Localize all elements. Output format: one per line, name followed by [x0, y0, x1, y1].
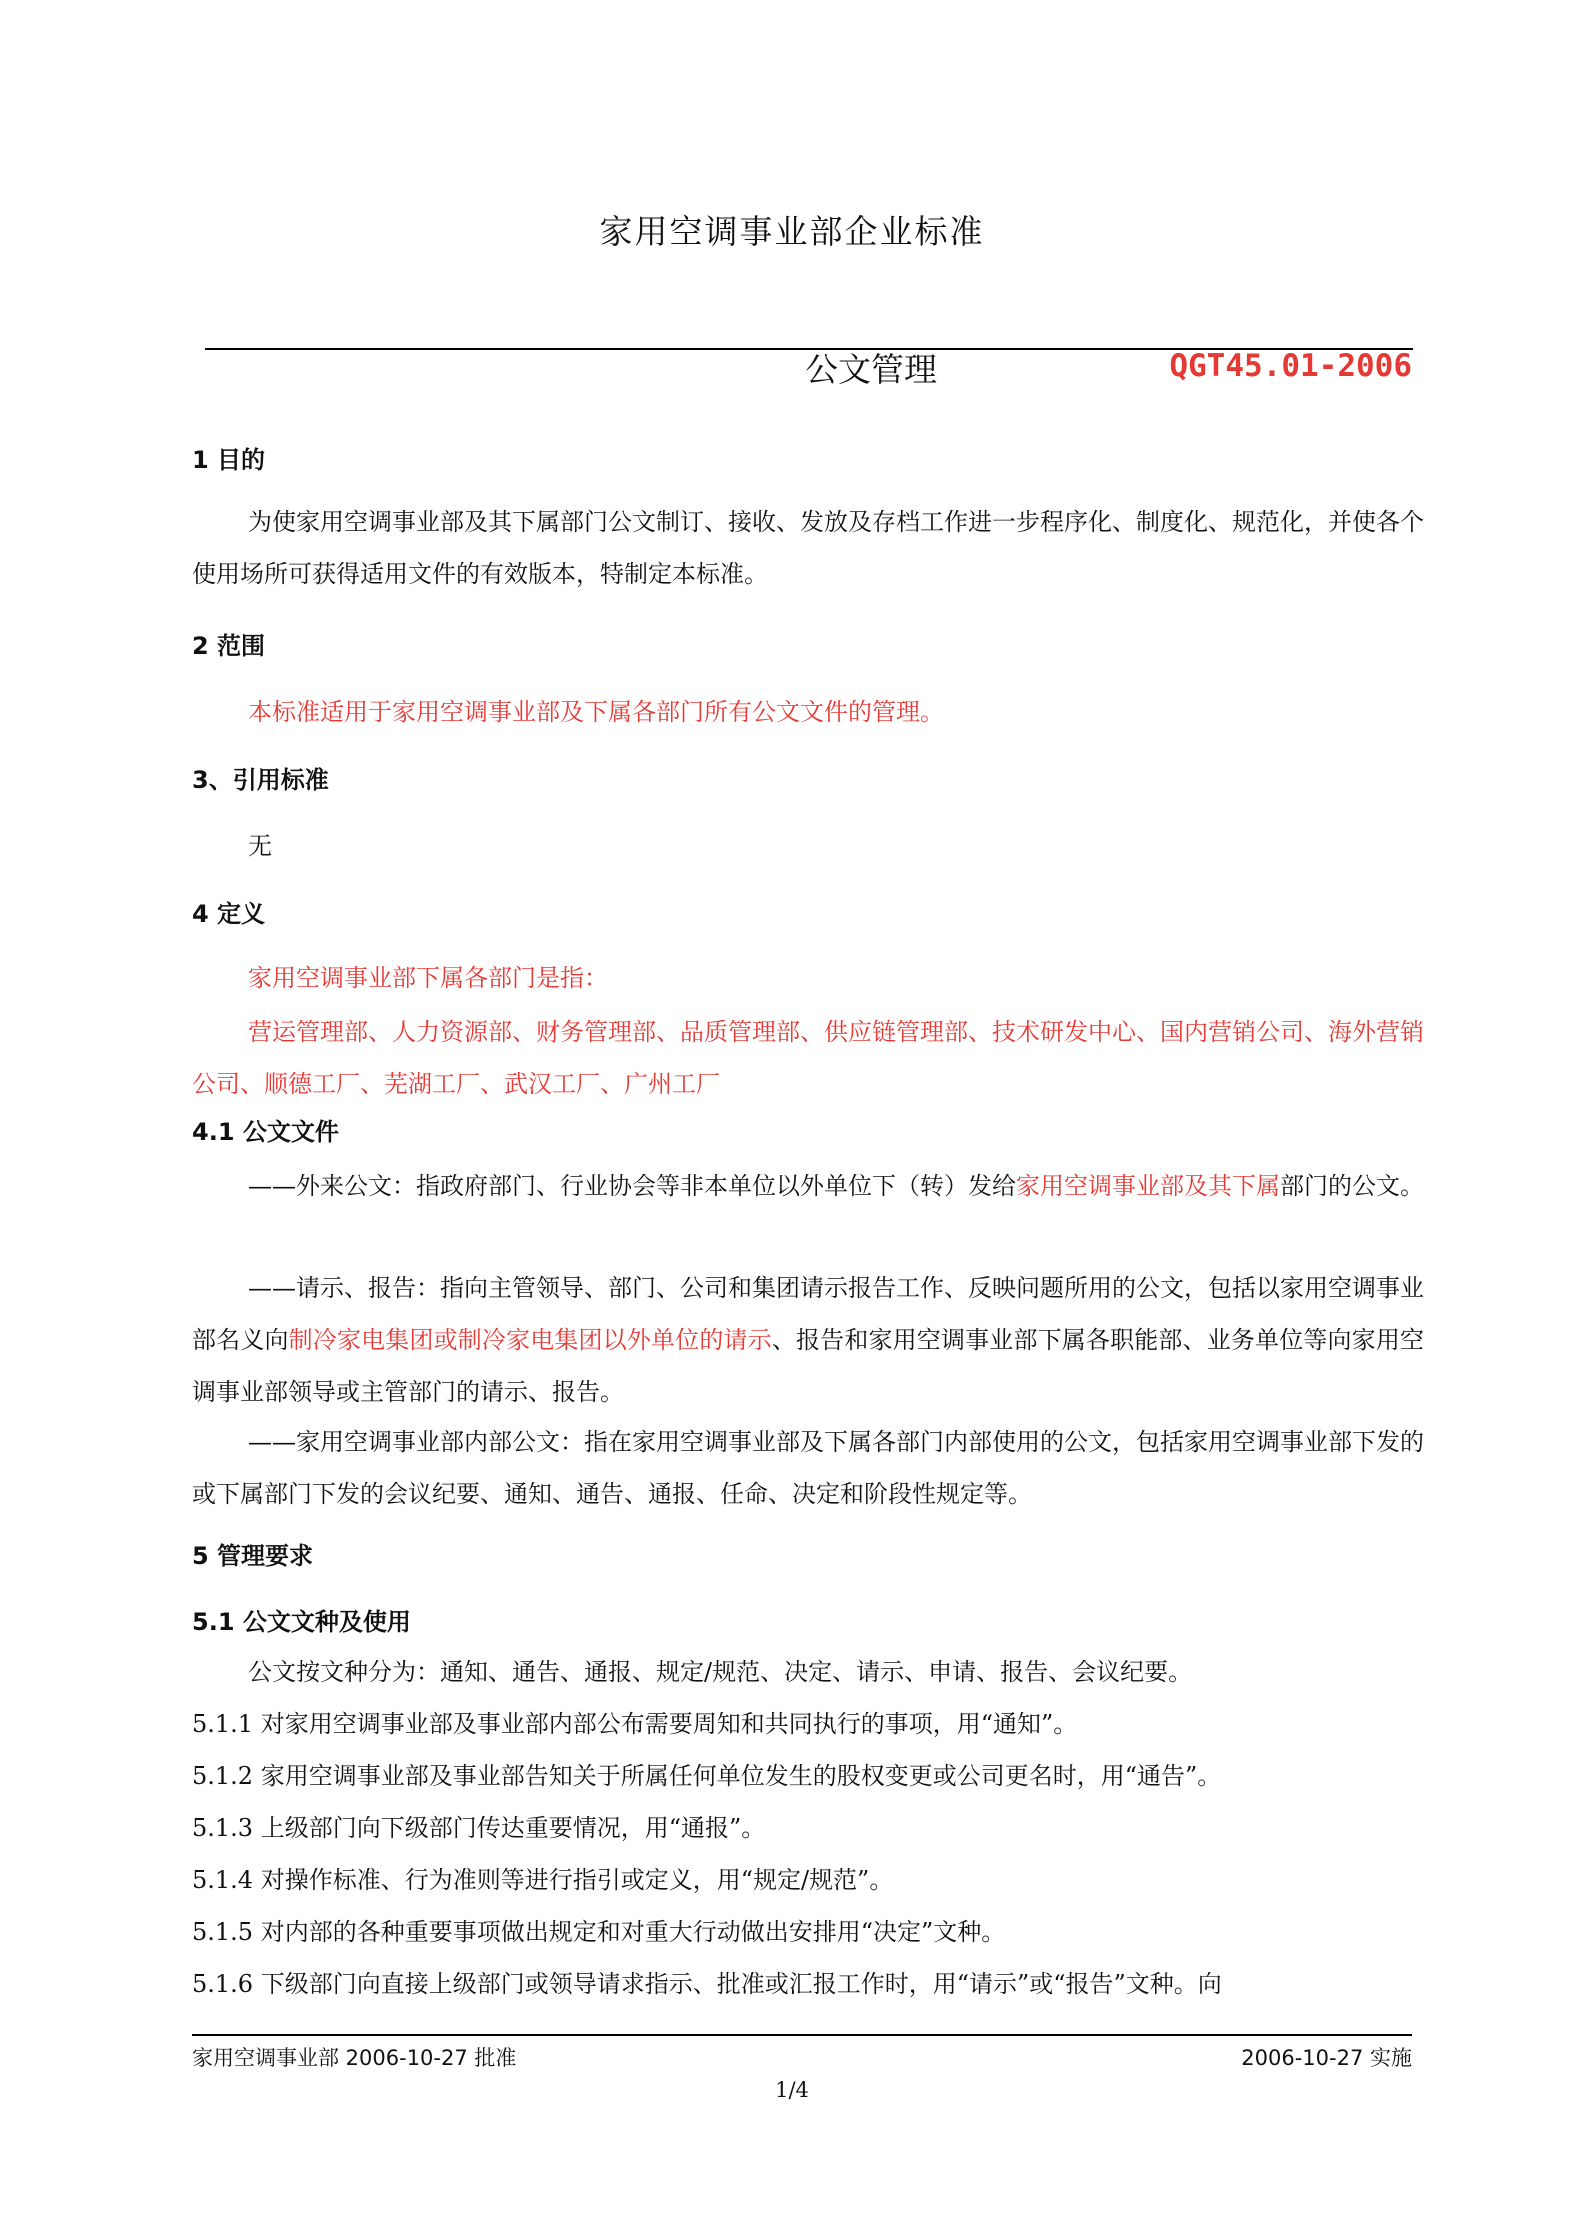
section-3-heading: 3、引用标准 — [192, 766, 329, 794]
external-doc-text-end: 部门的公文。 — [1280, 1172, 1424, 1200]
section-4-1-heading: 4.1 公文文件 — [192, 1118, 339, 1146]
doc-types-intro: 公文按文种分为：通知、通告、通报、规定/规范、决定、请示、申请、报告、会议纪要。 — [248, 1658, 1193, 1686]
clause-5-1-2: 5.1.2 家用空调事业部及事业部告知关于所属任何单位发生的股权变更或公司更名时，用“通告”。 — [192, 1762, 1222, 1790]
section-1-heading: 1 目的 — [192, 446, 266, 474]
footer-approval: 家用空调事业部 2006-10-27 批准 — [192, 2046, 517, 2070]
section-2-heading: 2 范围 — [192, 632, 266, 660]
external-doc-highlight: 家用空调事业部及其下属 — [1016, 1172, 1280, 1200]
clause-5-1-3: 5.1.3 上级部门向下级部门传达重要情况，用“通报”。 — [192, 1814, 766, 1842]
clause-5-1-1: 5.1.1 对家用空调事业部及事业部内部公布需要周知和共同执行的事项，用“通知”。 — [192, 1710, 1078, 1738]
definition-external-doc — [192, 1160, 1424, 1212]
page-number: 1/4 — [775, 2078, 809, 2102]
footer-rule — [192, 2034, 1412, 2036]
clause-5-1-5: 5.1.5 对内部的各种重要事项做出规定和对重大行动做出安排用“决定”文种。 — [192, 1918, 1006, 1946]
request-report-highlight: 制冷家电集团或制冷家电集团以外单位的请示 — [288, 1326, 772, 1354]
definition-departments: 营运管理部、人力资源部、财务管理部、品质管理部、供应链管理部、技术研发中心、国内营销公司、海外营销公司、顺德工厂、芜湖工厂、武汉工厂、广州工厂 — [192, 1018, 1424, 1098]
document-code: QGT45.01-2006 — [1169, 348, 1412, 384]
document-name: 公文管理 — [805, 350, 937, 389]
section-1-body: 为使家用空调事业部及其下属部门公文制订、接收、发放及存档工作进一步程序化、制度化、规范化，并使各个使用场所可获得适用文件的有效版本，特制定本标准。 — [192, 508, 1424, 588]
section-5-heading: 5 管理要求 — [192, 1542, 314, 1570]
definition-request-report — [192, 1262, 1424, 1418]
section-4-heading: 4 定义 — [192, 900, 266, 928]
section-5-1-heading: 5.1 公文文种及使用 — [192, 1608, 411, 1636]
section-2-body: 本标准适用于家用空调事业部及下属各部门所有公文文件的管理。 — [248, 698, 944, 726]
external-doc-text: ——外来公文：指政府部门、行业协会等非本单位以外单位下（转）发给 — [248, 1172, 1016, 1200]
request-report-text-end: 、报告和家用空调事业部下属各职能部、业务单位等向家用空调事业部领导或主管部门的请示、报告。 — [192, 1326, 1425, 1406]
section-3-body: 无 — [248, 832, 272, 860]
definition-intro: 家用空调事业部下属各部门是指： — [248, 964, 608, 992]
request-report-text: ——请示、报告：指向主管领导、部门、公司和集团请示报告工作、反映问题所用的公文，包括以家用空调事业部名义向 — [192, 1274, 1424, 1354]
standard-title: 家用空调事业部企业标准 — [599, 212, 985, 251]
clause-5-1-6: 5.1.6 下级部门向直接上级部门或领导请求指示、批准或汇报工作时，用“请示”或“报告”文种。向 — [192, 1970, 1222, 1998]
clause-5-1-4: 5.1.4 对操作标准、行为准则等进行指引或定义，用“规定/规范”。 — [192, 1866, 894, 1894]
definition-internal-doc: ——家用空调事业部内部公文：指在家用空调事业部及下属各部门内部使用的公文，包括家用空调事业部下发的或下属部门下发的会议纪要、通知、通告、通报、任命、决定和阶段性规定等。 — [192, 1428, 1424, 1508]
footer-implementation: 2006-10-27 实施 — [1241, 2046, 1412, 2070]
